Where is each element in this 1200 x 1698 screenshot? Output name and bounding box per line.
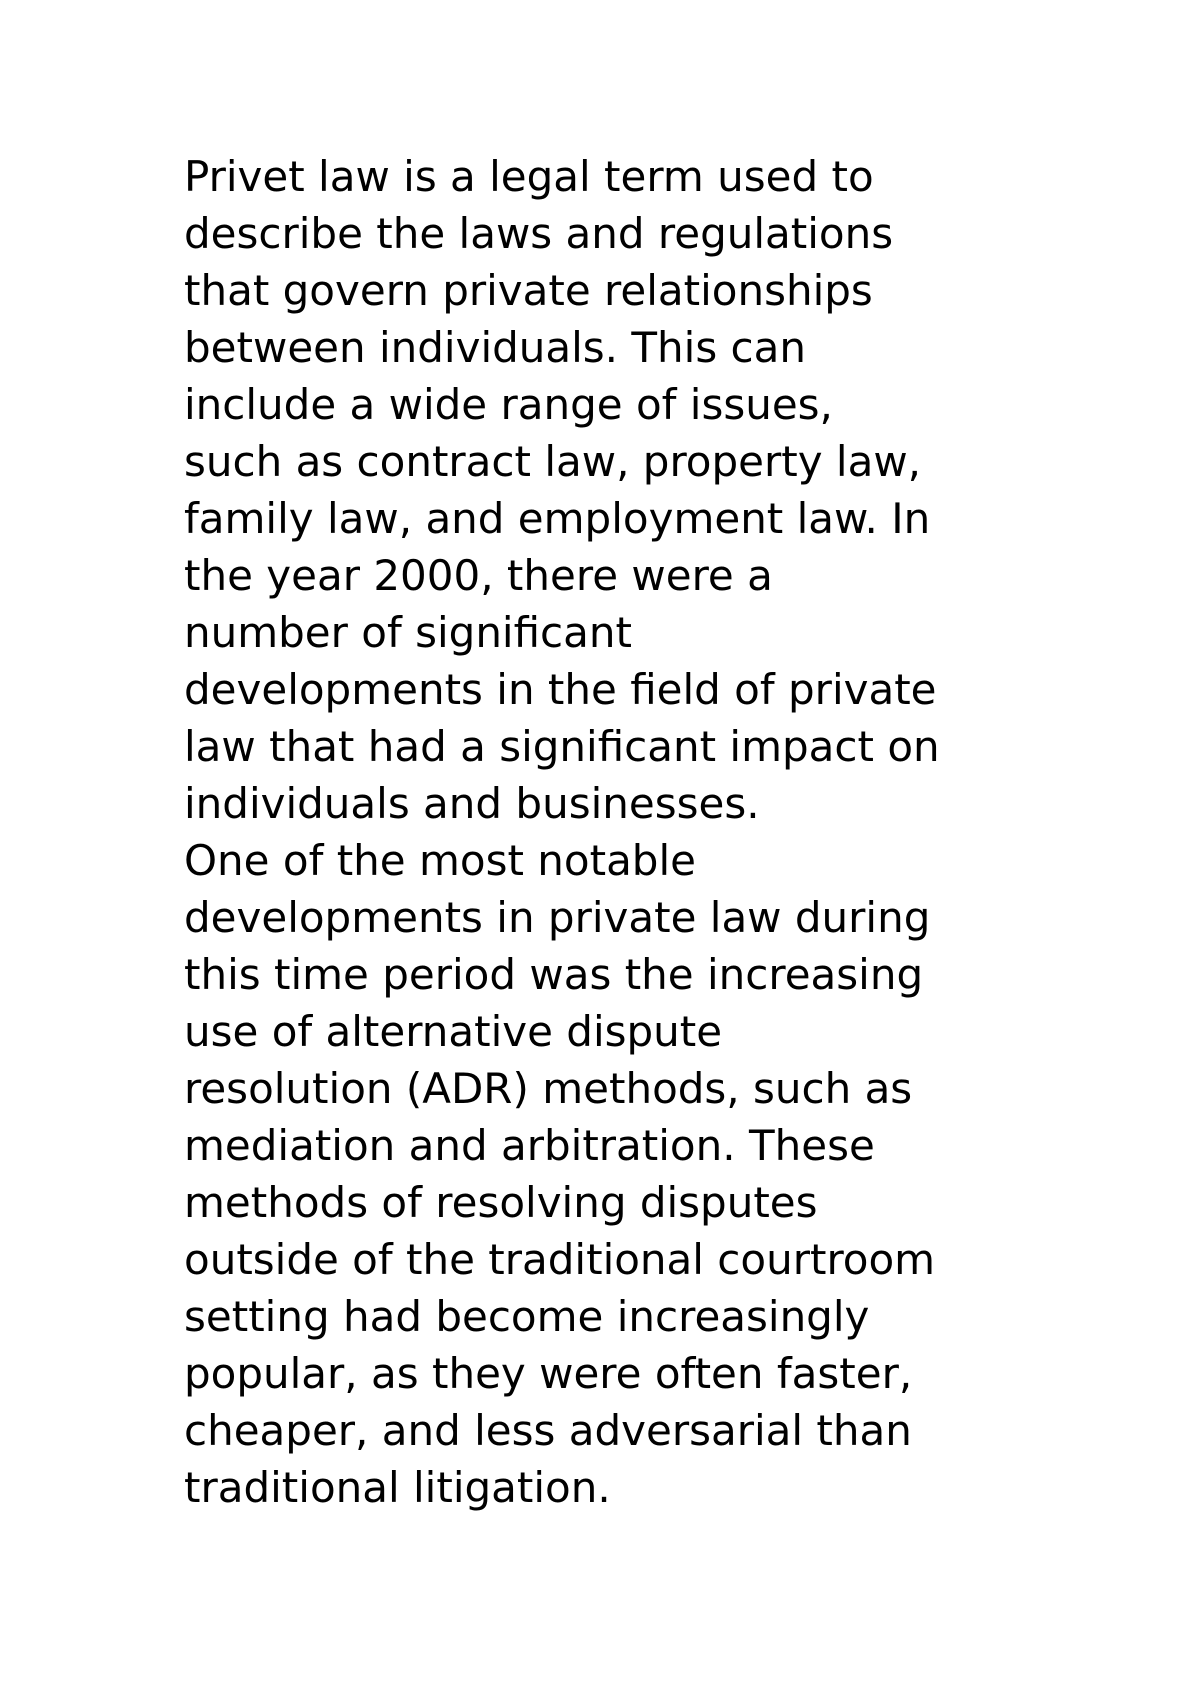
text-line: traditional litigation.: [184, 1463, 611, 1512]
text-line: that govern private relationships: [184, 266, 873, 315]
text-line: developments in the field of private: [184, 665, 937, 714]
text-line: Privet law is a legal term used to: [184, 152, 874, 201]
body-text: [184, 148, 1064, 1516]
text-line: number of significant: [184, 608, 632, 657]
text-line: popular, as they were often faster,: [184, 1349, 913, 1398]
text-line: cheaper, and less adversarial than: [184, 1406, 912, 1455]
text-line: One of the most notable: [184, 836, 696, 885]
text-line: methods of resolving disputes: [184, 1178, 818, 1227]
text-line: include a wide range of issues,: [184, 380, 833, 429]
text-line: outside of the traditional courtroom: [184, 1235, 936, 1284]
text-line: family law, and employment law. In: [184, 494, 931, 543]
text-line: the year 2000, there were a: [184, 551, 773, 600]
text-line: setting had become increasingly: [184, 1292, 870, 1341]
text-line: use of alternative dispute: [184, 1007, 723, 1056]
text-line: mediation and arbitration. These: [184, 1121, 875, 1170]
text-line: developments in private law during: [184, 893, 931, 942]
text-line: describe the laws and regulations: [184, 209, 894, 258]
text-line: resolution (ADR) methods, such as: [184, 1064, 913, 1113]
text-line: individuals and businesses.: [184, 779, 760, 828]
text-line: this time period was the increasing: [184, 950, 924, 999]
text-line: law that had a significant impact on: [184, 722, 940, 771]
text-line: such as contract law, property law,: [184, 437, 922, 486]
text-line: between individuals. This can: [184, 323, 807, 372]
